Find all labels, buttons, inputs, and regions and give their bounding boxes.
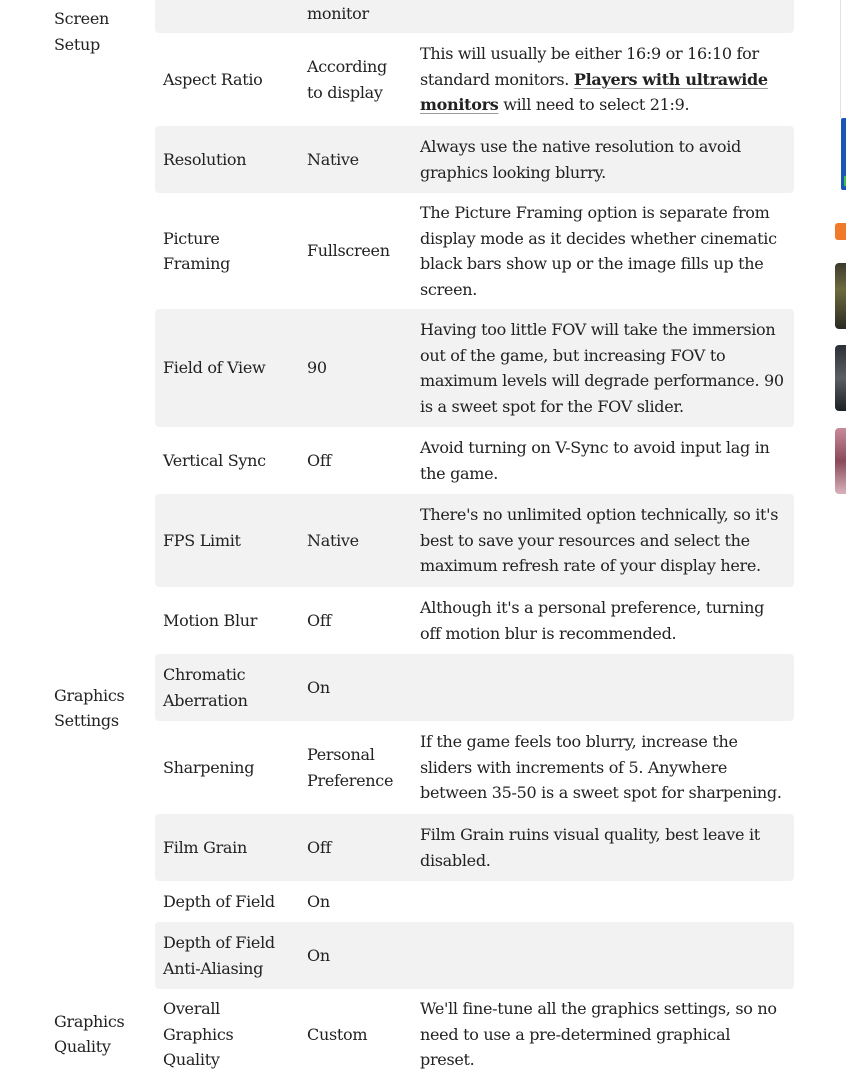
sidebar-divider — [840, 0, 841, 118]
category-cell: Screen Setup — [0, 0, 155, 427]
description-cell — [412, 922, 794, 989]
setting-cell: Chromatic Aberration — [155, 654, 299, 721]
description-cell — [412, 0, 794, 33]
description-cell — [412, 33, 794, 126]
setting-cell: Field of View — [155, 309, 299, 427]
description-cell: Having too little FOV will take the immersion out of the game, but increasing FOV to maximum levels will degrade performance. 90 is a sweet spot for the FOV slider. — [412, 309, 794, 427]
category-cell: Graphics Quality — [0, 989, 155, 1080]
ad-banner[interactable] — [841, 118, 846, 190]
value-cell: On — [299, 922, 412, 989]
setting-cell: Overall Graphics Quality — [163, 999, 234, 1069]
setting-cell: Motion Blur — [163, 610, 258, 630]
value-cell: Off — [299, 814, 412, 881]
description-cell: We'll fine-tune all the graphics settings, so no need to use a pre-determined graphical preset. — [420, 999, 777, 1069]
description-cell: Film Grain ruins visual quality, best leave it disabled. — [412, 814, 794, 881]
value-cell: Off — [307, 610, 332, 630]
sidebar-ad-strip — [834, 0, 846, 1032]
setting-cell: Depth of Field Anti-Aliasing — [155, 922, 299, 989]
description-cell: The Picture Framing option is separate from display mode as it decides whether cinematic black bars show up or the image fills up the screen. — [420, 203, 777, 299]
description-cell: There's no unlimited option technically, so it's best to save your resources and select the maximum refresh rate of your display here. — [412, 494, 794, 587]
setting-cell: FPS Limit — [155, 494, 299, 587]
value-cell: Personal Preference — [307, 745, 394, 790]
value-cell: On — [307, 891, 330, 911]
setting-cell: Depth of Field — [163, 891, 275, 911]
description-cell: Always use the native resolution to avoid graphics looking blurry. — [412, 126, 794, 193]
table-row — [0, 989, 794, 1080]
description-cell — [412, 881, 794, 922]
setting-cell — [155, 0, 299, 33]
category-cell: Graphics Settings — [0, 427, 155, 989]
setting-cell: Aspect Ratio — [163, 69, 263, 89]
related-thumbnail[interactable] — [835, 345, 846, 411]
setting-cell: Sharpening — [163, 757, 255, 777]
description-cell: Although it's a personal preference, turning off motion blur is recommended. — [420, 598, 765, 643]
value-cell: On — [299, 654, 412, 721]
sidebar-badge — [835, 223, 846, 240]
description-cell: Avoid turning on V-Sync to avoid input lag in the game. — [420, 438, 770, 483]
value-cell: Native — [299, 126, 412, 193]
description-text: will need to select 21:9. — [498, 95, 690, 115]
related-thumbnail[interactable] — [835, 428, 846, 494]
setting-cell: Resolution — [155, 126, 299, 193]
description-text: This will usually be either 16:9 or 16:10 for standard monitors. — [420, 44, 759, 89]
setting-cell: Picture Framing — [163, 228, 231, 273]
setting-cell: Vertical Sync — [163, 450, 266, 470]
ultrawide-monitors-link[interactable]: Players with ultrawide monitors — [420, 69, 768, 115]
setting-cell: Film Grain — [155, 814, 299, 881]
value-cell: Fullscreen — [307, 241, 390, 261]
value-cell: Off — [307, 450, 332, 470]
value-cell: 90 — [299, 309, 412, 427]
value-cell: According to display — [307, 57, 387, 102]
table-row — [0, 427, 794, 494]
description-cell: If the game feels too blurry, increase the sliders with increments of 5. Anywhere between 35-50 is a sweet spot for sharpening. — [420, 732, 782, 803]
table-row — [0, 0, 794, 33]
description-cell — [412, 654, 794, 721]
value-cell: Custom — [307, 1024, 368, 1044]
related-thumbnail[interactable] — [835, 263, 846, 329]
value-cell: monitor — [299, 0, 412, 33]
value-cell: Native — [299, 494, 412, 587]
